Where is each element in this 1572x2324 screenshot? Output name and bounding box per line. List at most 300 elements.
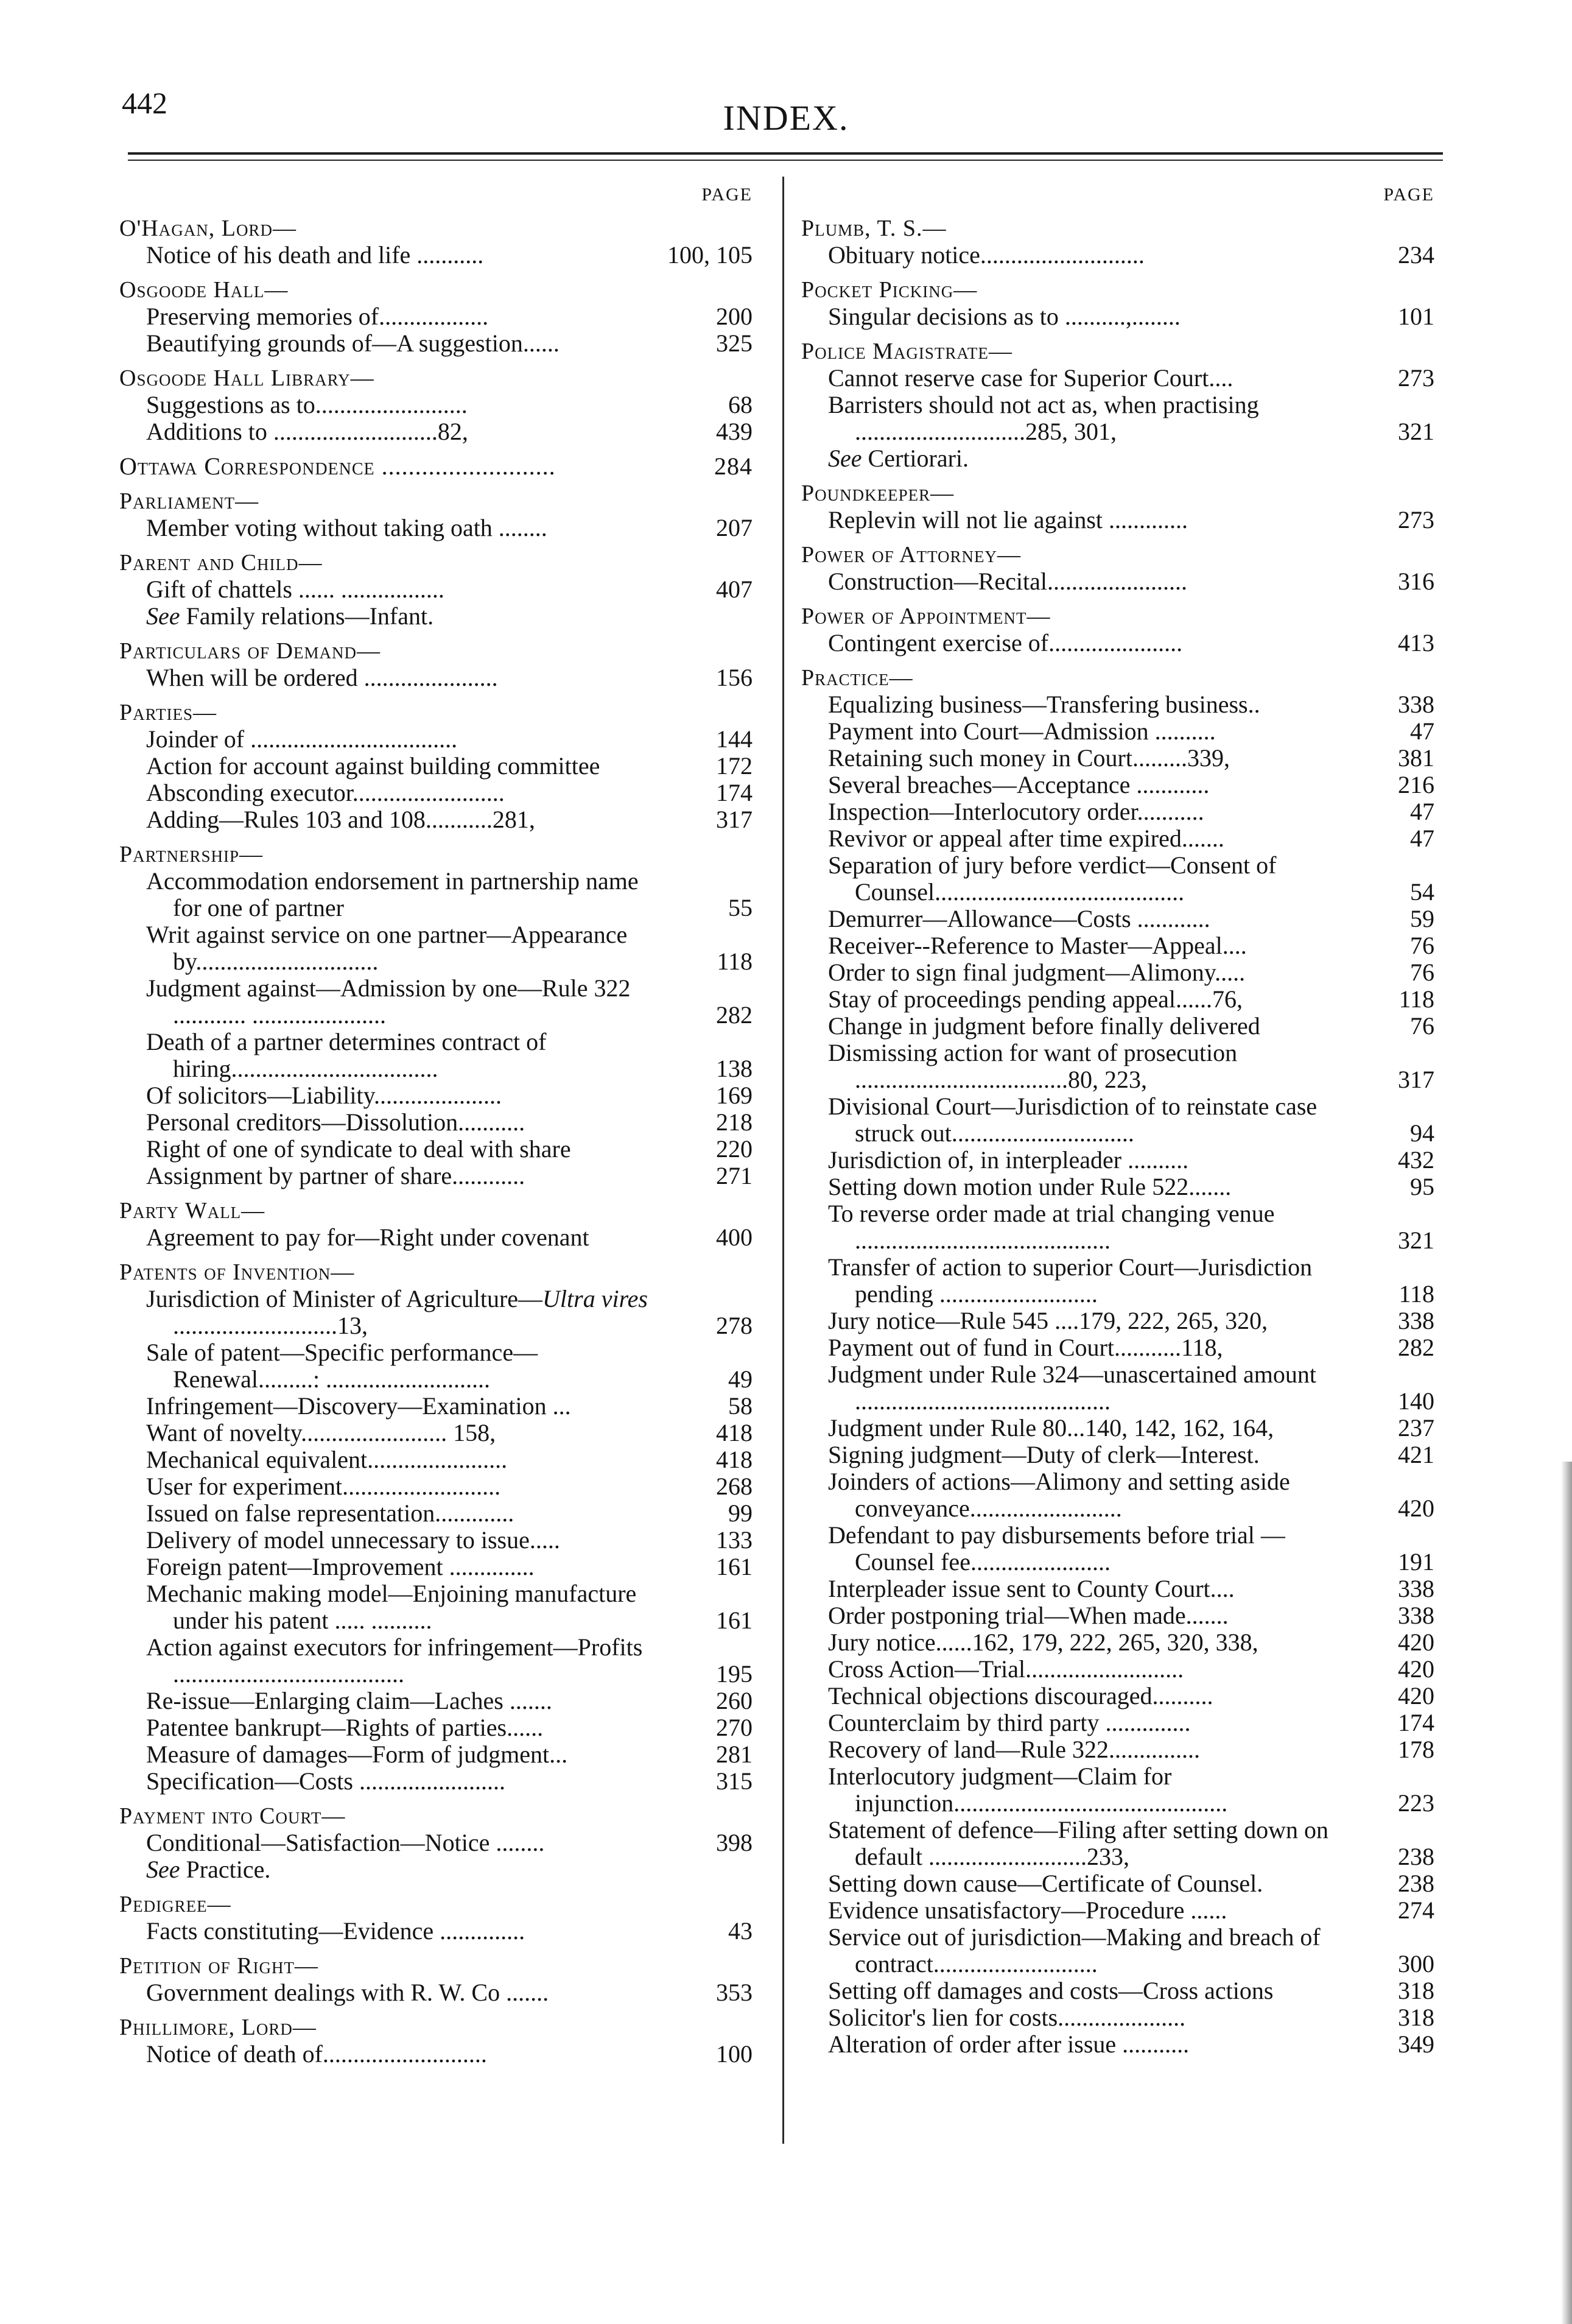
see-reference-target: Practice.	[186, 1856, 271, 1883]
subentry	[119, 1420, 753, 1446]
subentry-text: Service out of jurisdiction—Making and breach of contract...........................	[828, 1923, 1321, 1977]
subentry	[119, 1339, 753, 1393]
subentry	[801, 445, 1434, 472]
subentry	[801, 1977, 1434, 2004]
page-ref: 281	[716, 1741, 753, 1768]
subentry-text: Notice of death of...........................	[146, 2040, 487, 2068]
entry-heading: O'Hagan, Lord—	[119, 216, 297, 241]
subentry-text: Obituary notice...........................	[828, 241, 1145, 269]
subentry-text: Replevin will not lie against .............	[828, 506, 1188, 533]
page-ref: 413	[1398, 629, 1434, 657]
subentry	[119, 1109, 753, 1136]
entry-heading: Patents of Invention—	[119, 1259, 355, 1285]
subentry-text: Foreign patent—Improvement ..............	[146, 1553, 535, 1580]
page-ref: 156	[716, 664, 753, 691]
subentry-text: Beautifying grounds of—A suggestion......	[146, 329, 560, 357]
subentry-text: Jurisdiction of, in interpleader ..........	[828, 1146, 1189, 1174]
subentry	[801, 1040, 1434, 1093]
subentry	[801, 1870, 1434, 1897]
page-ref: 318	[1398, 2004, 1434, 2031]
subentry-text: Preserving memories of..................	[146, 303, 489, 330]
page-title: INDEX.	[723, 98, 849, 138]
see-reference-label: See	[146, 602, 180, 630]
subentry	[801, 1576, 1434, 1602]
page-ref: 161	[716, 1553, 753, 1580]
subentry-text: Of solicitors—Liability.....................	[146, 1082, 502, 1109]
subentry	[801, 1924, 1434, 1977]
subentry-text: Agreement to pay for—Right under covenant	[146, 1224, 589, 1251]
page-ref: 174	[716, 779, 753, 806]
page-ref: 47	[1410, 717, 1434, 745]
entry-heading: Parent and Child—	[119, 550, 323, 576]
subentry	[801, 1522, 1434, 1576]
subentry-text: Singular decisions as to ..........,........	[828, 303, 1181, 330]
subentry	[801, 1468, 1434, 1522]
entry-heading: Power of Attorney—	[801, 542, 1021, 568]
page-ref: 191	[1398, 1548, 1434, 1576]
subentry-text	[146, 602, 433, 630]
page-column-label: PAGE	[1383, 185, 1434, 205]
page-ref: 95	[1410, 1173, 1434, 1200]
subentry	[801, 568, 1434, 595]
subentry-text: Change in judgment before finally delivered	[828, 1012, 1260, 1040]
page-ref: 278	[716, 1312, 753, 1339]
see-reference-label: See	[828, 445, 862, 472]
page-ref: 273	[1398, 506, 1434, 533]
page-number: 442	[122, 86, 167, 120]
subentry-text: Absconding executor.........................	[146, 779, 505, 806]
index-entry	[801, 276, 1434, 330]
page-ref: 68	[728, 391, 753, 418]
entry-heading: Pedigree—	[119, 1892, 231, 1917]
subentry-text: Defendant to pay disbursements before trial —Counsel fee.......................	[828, 1521, 1285, 1576]
subentry-text: Measure of damages—Form of judgment...	[146, 1741, 568, 1768]
subentry	[801, 365, 1434, 392]
subentry-text: Facts constituting—Evidence ..............	[146, 1917, 525, 1945]
page-ref: 316	[1398, 568, 1434, 595]
subentry-text: User for experiment..........................	[146, 1473, 501, 1500]
subentry-text: Government dealings with R. W. Co .......	[146, 1979, 549, 2006]
page-ref: 338	[1398, 691, 1434, 718]
page-ref: 58	[728, 1392, 753, 1420]
entry-heading: Poundkeeper—	[801, 481, 955, 506]
subentry-text: Recovery of land—Rule 322...............	[828, 1736, 1200, 1763]
page-ref: 421	[1398, 1441, 1434, 1468]
subentry-text: Evidence unsatisfactory—Procedure ......	[828, 1896, 1227, 1924]
subentry-text: Setting down motion under Rule 522.......	[828, 1173, 1232, 1200]
page-ref: 195	[716, 1660, 753, 1688]
page-ref: 118	[1398, 985, 1434, 1013]
subentry	[119, 1688, 753, 1714]
subentry	[801, 1174, 1434, 1200]
subentry-text: Additions to ...........................82,	[146, 418, 468, 445]
subentry	[801, 2031, 1434, 2058]
page-ref: 317	[1398, 1066, 1434, 1093]
subentry-text: Death of a partner determines contract of hiring..................................	[146, 1028, 547, 1082]
page-ref: 270	[716, 1714, 753, 1741]
subentry	[801, 906, 1434, 932]
subentry	[119, 1286, 753, 1339]
subentry-text: Payment out of fund in Court...........118,	[828, 1334, 1223, 1361]
entry-heading: Party Wall—	[119, 1198, 265, 1224]
subentry-text: Writ against service on one partner—Appearance by..............................	[146, 921, 628, 975]
entry-heading: Parliament—	[119, 488, 259, 514]
subentry	[801, 1361, 1434, 1415]
subentry-text: Re-issue—Enlarging claim—Laches .......	[146, 1687, 552, 1714]
subentry-text: Gift of chattels ...... .................	[146, 576, 444, 603]
subentry	[801, 1736, 1434, 1763]
subentry-text: Interpleader issue sent to County Court....	[828, 1575, 1235, 1602]
subentry	[119, 726, 753, 753]
subentry	[801, 986, 1434, 1013]
subentry	[119, 1082, 753, 1109]
index-entry	[119, 1891, 753, 1945]
subentry-text: Assignment by partner of share............	[146, 1162, 525, 1189]
page-ref: 174	[1398, 1709, 1434, 1736]
page-ref: 144	[716, 725, 753, 753]
subentry	[119, 1741, 753, 1768]
subentry-text: Delivery of model unnecessary to issue.....	[146, 1526, 560, 1554]
page-ref: 300	[1398, 1950, 1434, 1977]
entry-heading: Power of Appointment—	[801, 604, 1051, 629]
subentry-text: Judgment against—Admission by one—Rule 322 ............ ......................	[146, 974, 631, 1029]
subentry	[119, 418, 753, 445]
page-ref: 172	[716, 752, 753, 780]
index-entry	[801, 664, 1434, 2058]
subentry	[119, 806, 753, 833]
page-ref: 407	[716, 576, 753, 603]
subentry	[119, 303, 753, 330]
page-ref: 99	[728, 1499, 753, 1527]
subentry	[801, 1308, 1434, 1334]
subentry	[801, 1013, 1434, 1040]
entry-heading: Particulars of Demand—	[119, 638, 381, 664]
index-entry	[801, 338, 1434, 472]
page-ref: 47	[1410, 798, 1434, 825]
subentry-text: Divisional Court—Jurisdiction of to reinstate case struck out..............................	[828, 1093, 1318, 1147]
subentry-text: Barristers should not act as, when practising ............................285, 301,	[828, 391, 1259, 445]
index-entries	[119, 215, 753, 2068]
subentry-text: Inspection—Interlocutory order...........	[828, 798, 1204, 825]
subentry	[119, 1473, 753, 1500]
entry-heading: Phillimore, Lord—	[119, 2015, 317, 2040]
subentry	[119, 1527, 753, 1554]
subentry	[801, 1683, 1434, 1710]
subentry	[119, 1446, 753, 1473]
header-rule-thin	[128, 160, 1443, 161]
subentry	[119, 868, 753, 921]
index-entry	[119, 365, 753, 445]
page-ref: 325	[716, 329, 753, 357]
subentry-text: Adding—Rules 103 and 108...........281,	[146, 806, 535, 833]
page-ref: 274	[1398, 1896, 1434, 1924]
subentry-text: Suggestions as to.........................	[146, 391, 468, 418]
subentry-text: Conditional—Satisfaction—Notice ........	[146, 1829, 545, 1856]
subentry	[119, 921, 753, 975]
page-ref: 420	[1398, 1495, 1434, 1522]
page-ref: 207	[716, 514, 753, 541]
entry-heading: Practice—	[801, 665, 913, 691]
subentry-text: Jurisdiction of Minister of Agriculture—Ultra vires ...........................13,	[146, 1285, 648, 1339]
subentry	[801, 1897, 1434, 1924]
page-ref: 138	[716, 1055, 753, 1082]
subentry	[119, 1829, 753, 1856]
subentry-text: Action against executors for infringement—Profits ......................................	[146, 1633, 643, 1688]
page-ref: 59	[1410, 905, 1434, 932]
page-column-label: PAGE	[701, 185, 753, 205]
entry-heading: Police Magistrate—	[801, 339, 1012, 364]
index-entry	[119, 638, 753, 691]
page-ref: 118	[1398, 1280, 1434, 1308]
subentry	[119, 1163, 753, 1189]
subentry	[119, 753, 753, 780]
subentry-text: Issued on false representation.............	[146, 1499, 514, 1527]
page-ref: 321	[1398, 1227, 1434, 1254]
page-ref: 200	[716, 303, 753, 330]
page-ref: 315	[716, 1767, 753, 1795]
subentry	[801, 2004, 1434, 2031]
page-ref: 317	[716, 806, 753, 833]
subentry	[801, 1334, 1434, 1361]
subentry	[119, 1554, 753, 1580]
subentry-text: Setting off damages and costs—Cross actions	[828, 1977, 1274, 2004]
page-ref: 76	[1410, 959, 1434, 986]
subentry-text: To reverse order made at trial changing venue ..........................................	[828, 1200, 1275, 1254]
index-column-left	[119, 183, 753, 2068]
index-entry	[119, 215, 753, 269]
subentry	[119, 1136, 753, 1163]
subentry-text: Order postponing trial—When made.......	[828, 1602, 1229, 1629]
subentry	[119, 242, 753, 269]
subentry	[119, 515, 753, 541]
subentry-text: Judgment under Rule 80...140, 142, 162, 164,	[828, 1414, 1274, 1442]
see-reference-target: Certiorari.	[868, 445, 969, 472]
subentry	[801, 745, 1434, 772]
subentry	[801, 392, 1434, 445]
subentry-text: Stay of proceedings pending appeal......76,	[828, 985, 1243, 1013]
subentry	[119, 330, 753, 357]
page-ref: 234	[1398, 241, 1434, 269]
page-ref: 381	[1398, 744, 1434, 772]
subentry-text: Alteration of order after issue ...........	[828, 2030, 1190, 2058]
page-ref: 140	[1398, 1387, 1434, 1415]
index-column-right	[801, 183, 1434, 2058]
subentry	[801, 959, 1434, 986]
index-entry	[801, 541, 1434, 595]
subentry	[801, 772, 1434, 798]
subentry-text: Demurrer—Allowance—Costs ............	[828, 905, 1210, 932]
page-ref: 282	[716, 1001, 753, 1029]
subentry-text: Payment into Court—Admission ..........	[828, 717, 1216, 745]
subentry	[801, 825, 1434, 852]
page-ref: 284	[714, 452, 753, 480]
subentry-text: Several breaches—Acceptance ............	[828, 771, 1210, 798]
header-rule-thick	[128, 152, 1443, 155]
subentry	[801, 718, 1434, 745]
subentry-text: Transfer of action to superior Court—Jurisdiction pending ..........................	[828, 1253, 1313, 1308]
subentry-text: Retaining such money in Court.........339,	[828, 744, 1230, 772]
index-entry	[119, 841, 753, 1189]
subentry-text: Sale of patent—Specific performance—Renewal.........: ...........................	[146, 1339, 538, 1393]
index-entry	[801, 215, 1434, 269]
subentry	[119, 1856, 753, 1883]
index-entry	[119, 488, 753, 541]
subentry	[801, 1200, 1434, 1254]
subentry	[801, 1442, 1434, 1468]
page-ref: 432	[1398, 1146, 1434, 1174]
subentry-text: Joinder of ..................................	[146, 725, 458, 753]
subentry	[119, 1768, 753, 1795]
subentry-text: Technical objections discouraged..........	[828, 1682, 1213, 1710]
page-ref: 133	[716, 1526, 753, 1554]
page-ref: 223	[1398, 1789, 1434, 1817]
subentry-text: Equalizing business—Transfering business..	[828, 691, 1260, 718]
subentry-text: Want of novelty........................ 158,	[146, 1419, 496, 1446]
entry-heading: Parties—	[119, 700, 217, 725]
subentry	[119, 392, 753, 418]
subentry-text: Revivor or appeal after time expired.......	[828, 825, 1224, 852]
page-ref: 273	[1398, 364, 1434, 392]
subentry	[119, 576, 753, 603]
subentry	[801, 1656, 1434, 1683]
subentry-text: Construction—Recital.......................	[828, 568, 1187, 595]
subentry	[119, 664, 753, 691]
page-ref: 218	[716, 1108, 753, 1136]
entry-heading: Osgoode Hall—	[119, 277, 289, 303]
page-ref: 420	[1398, 1655, 1434, 1683]
page-ref: 237	[1398, 1414, 1434, 1442]
page-ref: 100	[716, 2040, 753, 2068]
page-ref: 118	[717, 948, 753, 975]
subentry-text: Contingent exercise of......................	[828, 629, 1183, 657]
subentry-text: Setting down cause—Certificate of Counsel.	[828, 1870, 1263, 1897]
subentry	[801, 1254, 1434, 1308]
entry-heading: Osgoode Hall Library—	[119, 365, 374, 391]
index-entry	[119, 1197, 753, 1251]
page-ref: 349	[1398, 2030, 1434, 2058]
subentry-text: Signing judgment—Duty of clerk—Interest.	[828, 1441, 1260, 1468]
page-ref: 161	[716, 1607, 753, 1634]
subentry	[119, 1500, 753, 1527]
entry-heading-text: Ottawa Correspondence ..........................	[119, 452, 556, 480]
subentry	[801, 1147, 1434, 1174]
page-ref: 439	[716, 418, 753, 445]
entry-heading: Pocket Picking—	[801, 277, 978, 303]
page-ref: 100, 105	[667, 241, 753, 269]
page-ref: 94	[1410, 1119, 1434, 1147]
subentry	[119, 1979, 753, 2006]
subentry	[801, 630, 1434, 657]
page-ref: 338	[1398, 1575, 1434, 1602]
see-reference-target: Family relations—Infant.	[186, 602, 434, 630]
subentry	[801, 932, 1434, 959]
index-entry	[119, 1953, 753, 2006]
column-divider	[782, 177, 784, 2144]
subentry	[801, 1763, 1434, 1817]
subentry	[801, 242, 1434, 269]
page-ref: 47	[1410, 825, 1434, 852]
subentry-text: Dismissing action for want of prosecution ...................................80, 223,	[828, 1039, 1238, 1093]
subentry-text: Interlocutory judgment—Claim for injunction.............................................	[828, 1762, 1228, 1817]
subentry-text: Separation of jury before verdict—Consent of Counsel.........................................	[828, 851, 1277, 906]
index-entry	[119, 1803, 753, 1883]
subentry-text	[146, 1856, 270, 1883]
subentry-text: Cross Action—Trial..........................	[828, 1655, 1184, 1683]
page-ref: 318	[1398, 1977, 1434, 2004]
index-entry	[119, 1259, 753, 1795]
subentry-text: Joinders of actions—Alimony and setting aside conveyance.........................	[828, 1468, 1290, 1522]
entry-heading: Plumb, T. S.—	[801, 216, 947, 241]
index-entry	[119, 699, 753, 833]
page-ref: 400	[716, 1224, 753, 1251]
page-ref: 338	[1398, 1602, 1434, 1629]
subentry-text: Accommodation endorsement in partnership name for one of partner	[146, 867, 639, 921]
subentry-text	[828, 445, 969, 472]
index-entries	[801, 215, 1434, 2058]
subentry-text: Right of one of syndicate to deal with share	[146, 1135, 571, 1163]
subentry	[801, 303, 1434, 330]
subentry	[119, 780, 753, 806]
subentry-text: When will be ordered ......................	[146, 664, 498, 691]
subentry	[119, 1029, 753, 1082]
see-reference-label: See	[146, 1856, 180, 1883]
subentry	[119, 1393, 753, 1420]
page-ref: 76	[1410, 932, 1434, 959]
subentry-text: Personal creditors—Dissolution...........	[146, 1108, 525, 1136]
page-ref: 398	[716, 1829, 753, 1856]
subentry	[119, 603, 753, 630]
page-ref: 338	[1398, 1307, 1434, 1334]
subentry	[119, 975, 753, 1029]
subentry	[801, 852, 1434, 906]
subentry-text: Counterclaim by third party ..............	[828, 1709, 1191, 1736]
index-entry	[801, 603, 1434, 657]
subentry-text: Notice of his death and life ...........	[146, 241, 484, 269]
page-ref: 353	[716, 1979, 753, 2006]
index-entry	[119, 276, 753, 357]
entry-heading: Petition of Right—	[119, 1953, 318, 1979]
page-ref: 101	[1398, 303, 1434, 330]
subentry	[801, 1817, 1434, 1870]
subentry-text: Order to sign final judgment—Alimony.....	[828, 959, 1246, 986]
subentry	[119, 1580, 753, 1634]
index-entry	[801, 480, 1434, 533]
page-ref: 49	[728, 1365, 753, 1393]
page-ref: 43	[728, 1917, 753, 1945]
subentry	[119, 1224, 753, 1251]
page-ref: 216	[1398, 771, 1434, 798]
subentry-text: Statement of defence—Filing after setting down on default ..........................233,	[828, 1816, 1329, 1870]
page-ref: 260	[716, 1687, 753, 1714]
subentry	[801, 1602, 1434, 1629]
page-ref: 418	[716, 1446, 753, 1473]
page-ref: 418	[716, 1419, 753, 1446]
index-entry	[119, 549, 753, 630]
subentry	[119, 1634, 753, 1688]
subentry	[119, 1714, 753, 1741]
subentry-text: Mechanical equivalent.......................	[146, 1446, 508, 1473]
subentry-text: Jury notice......162, 179, 222, 265, 320, 338,	[828, 1629, 1258, 1656]
subentry-text: Jury notice—Rule 545 ....179, 222, 265, 320,	[828, 1307, 1268, 1334]
entry-heading	[119, 453, 753, 480]
page-ref: 54	[1410, 878, 1434, 906]
entry-heading: Partnership—	[119, 842, 264, 867]
subentry	[801, 691, 1434, 718]
subentry	[119, 2041, 753, 2068]
page-ref: 169	[716, 1082, 753, 1109]
subentry-text: Solicitor's lien for costs.....................	[828, 2004, 1186, 2031]
page-ref: 55	[728, 894, 753, 921]
